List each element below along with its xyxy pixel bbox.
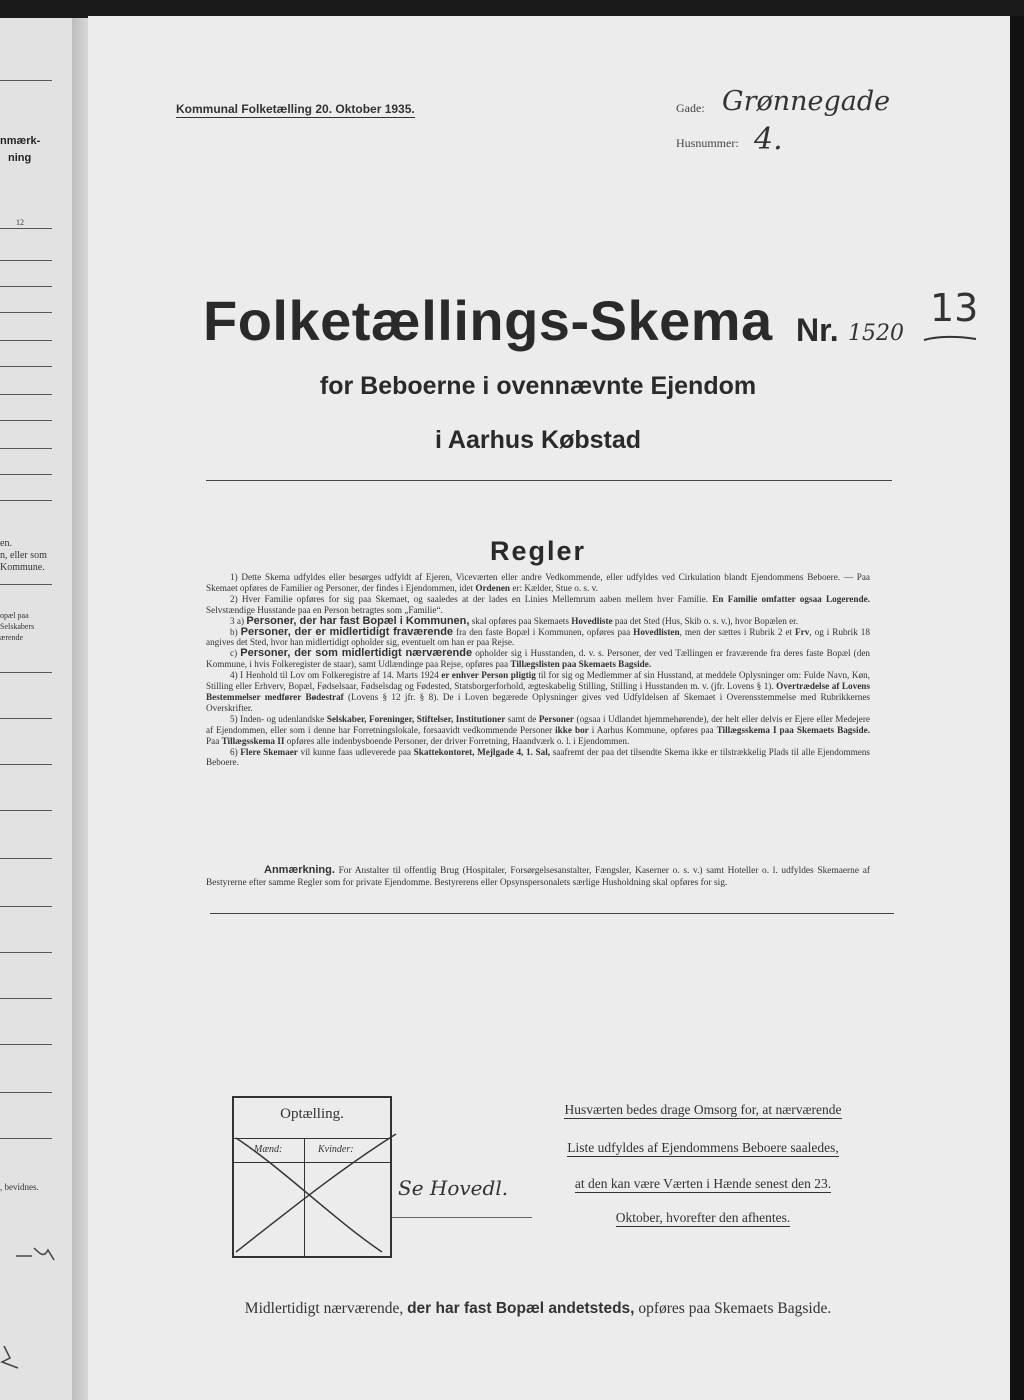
form-title: Folketællings-Skema xyxy=(203,289,773,352)
footer-note xyxy=(88,1300,988,1318)
left-facing-page xyxy=(0,18,72,1400)
left-page-header-1: nmærk- xyxy=(0,135,41,147)
notice-text: at den kan være Værten i Hænde senest den 23. xyxy=(574,1176,832,1191)
left-page-rule xyxy=(0,858,52,859)
scan-border xyxy=(1010,16,1024,1400)
anmaerkning-label: Anmærkning. xyxy=(264,864,335,876)
left-page-rule xyxy=(0,474,52,475)
left-page-rule xyxy=(0,1044,52,1045)
gade-label: Gade: xyxy=(676,101,705,115)
rule-3a: 3 a) Personer, der har fast Bopæl i Kommunen, skal opføres paa Skemaets Hovedliste paa det Sted (Hus, Skib o. s. v.), hvor Bopælen er. xyxy=(230,614,799,627)
census-header-line: Kommunal Folketælling 20. Oktober 1935. xyxy=(176,102,415,116)
left-page-rule xyxy=(0,80,52,81)
notice-line-4 xyxy=(536,1210,870,1226)
rule-2: 2) Hver Familie opføres for sig paa Skemaet, og saaledes at der lades en Linies Mellemrum aaben mellem hver Familie. En Familie omfatter ogsaa Logerende. Selvstændige Husstande paa en Person betragtes som „Familie“. xyxy=(206,593,870,615)
left-page-fragment: Selskabers xyxy=(0,622,35,631)
left-page-fragment: en. xyxy=(0,538,12,549)
rules-body xyxy=(206,572,870,768)
left-page-fragment: Kommune. xyxy=(0,562,45,573)
rule-3b: b) Personer, der er midlertidigt fraværende fra den faste Bopæl i Kommunen, opføres paa Hovedlisten, men der sættes i Rubrik 2 et Frv, og i Rubrik 18 angives det Sted, hvor han midlertidigt opholder sig, eventuelt om han er paa Rejse. xyxy=(206,625,870,648)
form-number-mark: 13 xyxy=(930,286,979,330)
left-page-rule xyxy=(0,952,52,953)
left-page-rule xyxy=(0,584,52,585)
box-cross-out xyxy=(232,1128,398,1258)
left-page-rule xyxy=(0,764,52,765)
left-page-rule xyxy=(0,420,52,421)
number-mark-underline xyxy=(922,334,978,344)
left-page-signature-scribble xyxy=(14,1244,58,1266)
notice-line-2 xyxy=(536,1140,870,1156)
page-gutter xyxy=(72,18,88,1400)
maend-column-label: Mænd: xyxy=(254,1144,283,1155)
gade-value: Grønnegade xyxy=(722,86,891,117)
notice-text: Liste udfyldes af Ejendommens Beboere saaledes, xyxy=(567,1140,839,1155)
left-page-bevidnes: , bevidnes. xyxy=(0,1182,39,1192)
left-page-rule xyxy=(0,286,52,287)
rules-heading: Regler xyxy=(489,536,587,566)
rule-3c: c) Personer, der som midlertidigt nærværende opholder sig i Husstanden, d. v. s. Personer, der ved Tællingen er fraværende fra deres faste Bopæl (den Kommune, i hvis Folkeregister de staar), samt Udlændinge paa Rejse, opføres paa Tillægslisten paa Skemaets Bagside. xyxy=(206,647,871,670)
left-page-rule xyxy=(0,998,52,999)
left-page-rule xyxy=(0,718,52,719)
left-page-rule xyxy=(0,228,52,229)
rule-1: 1) Dette Skema udfyldes eller besørges udfyldt af Ejeren, Viceværten eller andre Vedkommende, eller udfyldes ved Cirkulation blandt Ejendommens Beboere. — Paa Skemaet opføres de Familier og Personer, der findes i Ejendommen, idet Ordenen er: Kælder, Stue o. s. v. xyxy=(206,572,870,593)
form-subtitle-2: i Aarhus Købstad xyxy=(434,426,642,454)
divider-line xyxy=(210,913,894,914)
form-number-value: 1520 xyxy=(848,321,904,346)
left-page-rule xyxy=(0,260,52,261)
optaelling-box xyxy=(232,1096,392,1258)
handwritten-note-line xyxy=(392,1217,532,1218)
optaelling-title: Optælling. xyxy=(280,1106,344,1122)
census-form-page xyxy=(88,16,1010,1400)
notice-text: Oktober, hvorefter den afhentes. xyxy=(615,1210,791,1225)
left-page-rule xyxy=(0,312,52,313)
husnummer-value: 4. xyxy=(754,122,783,157)
form-number-label: Nr. xyxy=(796,312,839,348)
anmaerkning-text: For Anstalter til offentlig Brug (Hospitaler, Forsørgelsesanstalter, Fængsler, Kaserner o. s. v.) samt Hoteller o. l. udfyldes Skemaerne af Bestyrerne efter samme Regler som for private Ejendomme. Bestyrerens eller Opsynspersonalets særlige Husholdning skal opføres for sig. xyxy=(206,866,870,888)
left-page-rule xyxy=(0,906,52,907)
divider-line xyxy=(206,480,892,481)
left-page-fragment: opæl paa xyxy=(0,611,29,620)
notice-line-3 xyxy=(536,1176,870,1192)
handwritten-note: Se Hovedl. xyxy=(398,1176,509,1200)
left-page-rule xyxy=(0,394,52,395)
footer-text: Midlertidigt nærværende, xyxy=(244,1300,408,1317)
kvinder-column-label: Kvinder: xyxy=(318,1144,354,1155)
anmaerkning-note xyxy=(206,864,870,889)
left-page-scribble xyxy=(0,1344,24,1374)
left-page-col-number: 12 xyxy=(16,218,24,227)
left-page-rule xyxy=(0,1138,52,1139)
left-page-header-2: ning xyxy=(8,152,32,164)
left-page-rule xyxy=(0,672,52,673)
rule-6: 6) Flere Skemaer vil kunne faas udleverede paa Skattekontoret, Mejlgade 4, 1. Sal, saafremt der paa det tilsendte Skema ikke er tilstrækkelig Plads til alle Ejendommens Beboere. xyxy=(206,746,870,768)
footer-bold: der har fast Bopæl andetsteds, xyxy=(407,1300,635,1317)
notice-line-1 xyxy=(536,1102,870,1118)
notice-text: Husværten bedes drage Omsorg for, at nærværende xyxy=(564,1102,842,1117)
footer-text: opføres paa Skemaets Bagside. xyxy=(634,1300,832,1317)
left-page-rule xyxy=(0,366,52,367)
rule-5: 5) Inden- og udenlandske Selskaber, Foreninger, Stiftelser, Institutioner samt de Personer (ogsaa i Udlandet hjemmehørende), der helt eller delvis er Ejere eller Medejere af Ejendommen, eller som i denne har Forretningslokale, forsaavidt vedkommende Personer ikke bor i Aarhus Kommune, opføres paa Tillægsskema I paa Skemaets Bagside. Paa Tillægsskema II opføres alle indenbysboende Personer, der driver Forretning, Haandværk o. l. i Ejendommen. xyxy=(206,713,870,746)
form-subtitle-1: for Beboerne i ovennævnte Ejendom xyxy=(319,372,757,400)
husnummer-label: Husnummer: xyxy=(676,136,739,150)
left-page-rule xyxy=(0,448,52,449)
rule-4: 4) I Henhold til Lov om Folkeregistre af 14. Marts 1924 er enhver Person pligtig til for sig og Medlemmer af sin Husstand, at meddele Oplysninger om: Fulde Navn, Køn, Stilling eller Erhverv, Bopæl, Fødselsaar, Fødselsdag og Fødested, Statsborgerforhold, ægteskabelig Stilling, Stilling i Husstanden m. v. (jfr. Lovens § 1). Overtrædelse af Lovens Bestemmelser medfører Bødestraf (Lovens § 12 jfr. § 8). De i Loven begærede Oplysninger gives ved Udfyldelsen af Skemaet i Overensstemmelse med Rubrikkernes Overskrifter. xyxy=(206,670,870,713)
left-page-rule xyxy=(0,1092,52,1093)
left-page-rule xyxy=(0,810,52,811)
left-page-rule xyxy=(0,500,52,501)
left-page-rule xyxy=(0,340,52,341)
left-page-fragment: ærende xyxy=(0,633,24,642)
left-page-fragment: n, eller som xyxy=(0,550,47,561)
